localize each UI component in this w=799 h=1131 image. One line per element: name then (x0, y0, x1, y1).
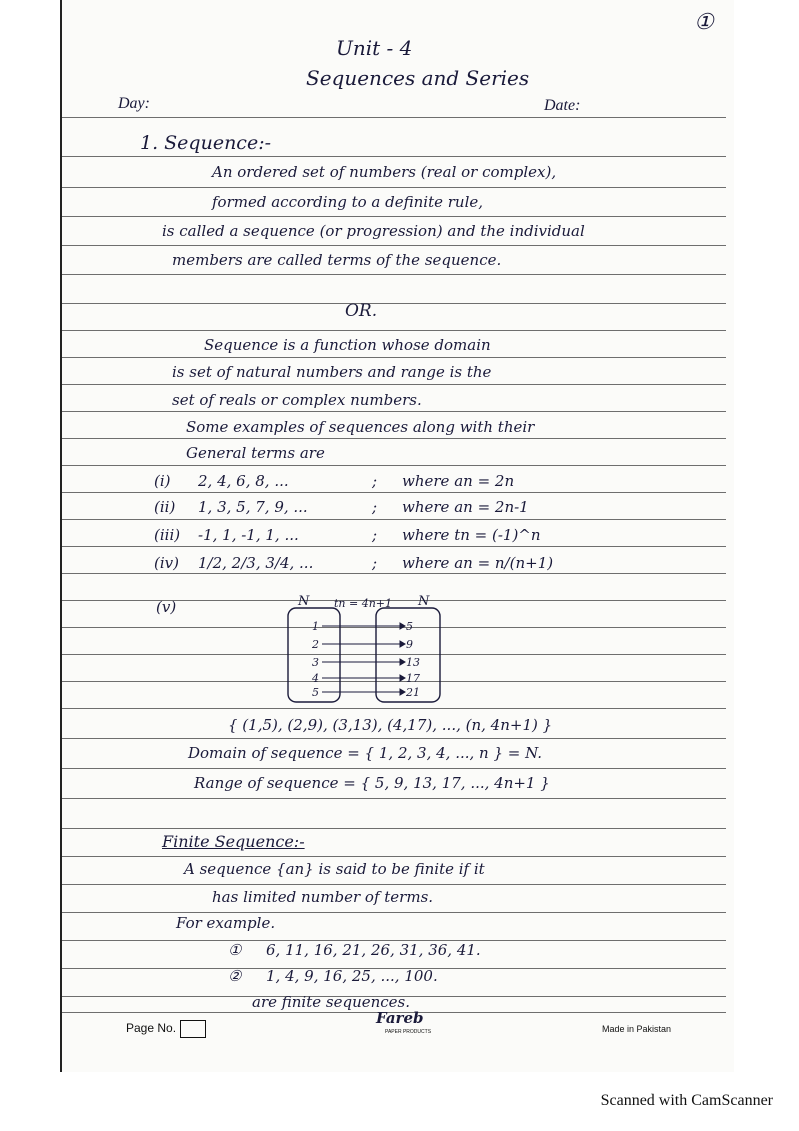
example-number: (iii) (154, 526, 181, 544)
definition-line: Some examples of sequences along with their (186, 418, 535, 436)
ruled-line (62, 828, 726, 829)
ruled-line (62, 216, 726, 217)
finite-definition: A sequence {an} is said to be finite if it (184, 860, 485, 878)
ruled-line (62, 856, 726, 857)
ruled-line (62, 738, 726, 739)
domain-element: 4 (312, 672, 319, 685)
ruled-line (62, 303, 726, 304)
domain-element: 3 (312, 656, 319, 669)
ruled-line (62, 519, 726, 520)
ruled-line (62, 245, 726, 246)
example-number: ② (228, 967, 242, 985)
finite-definition: has limited number of terms. (212, 888, 434, 906)
finite-example: 6, 11, 16, 21, 26, 31, 36, 41. (266, 941, 481, 959)
range-element: 5 (406, 620, 413, 633)
ruled-line (62, 492, 726, 493)
page-no-box (180, 1020, 206, 1038)
example-general-term: where tn = (-1)^n (402, 526, 541, 544)
domain-element: 5 (312, 686, 319, 699)
ruled-line (62, 768, 726, 769)
page-no-field (126, 1020, 206, 1038)
scanner-watermark: Scanned with CamScanner (600, 1092, 773, 1109)
ruled-line (62, 357, 726, 358)
ruled-line (62, 274, 726, 275)
ruled-line (62, 156, 726, 157)
unit-title: Unit - 4 (336, 36, 413, 60)
day-label: Day: (118, 95, 150, 112)
left-set-label: N (298, 594, 310, 609)
ruled-line (62, 465, 726, 466)
finite-example: 1, 4, 9, 16, 25, ..., 100. (266, 967, 438, 985)
arrowhead (400, 623, 405, 629)
or-separator: OR. (345, 301, 378, 321)
ordered-pairs: { (1,5), (2,9), (3,13), (4,17), ..., (n, 4n+1) } (228, 716, 553, 734)
range-statement: Range of sequence = { 5, 9, 13, 17, ..., 4n+1 } (194, 774, 550, 792)
example-sequence: 1, 3, 5, 7, 9, ... (198, 498, 308, 516)
ruled-line (62, 438, 726, 439)
example-number: (iv) (154, 554, 179, 572)
made-in-label: Made in Pakistan (602, 1024, 672, 1034)
brand-logo: Fareb (376, 1009, 424, 1027)
domain-element: 1 (312, 620, 319, 633)
ruled-line (62, 411, 726, 412)
definition-line: An ordered set of numbers (real or complex), (212, 163, 557, 181)
range-element: 17 (406, 672, 420, 685)
example-sequence: 1/2, 2/3, 3/4, ... (198, 554, 314, 572)
definition-line: is called a sequence (or progression) and the individual (162, 222, 585, 240)
range-element: 21 (406, 686, 420, 699)
ruled-line (62, 912, 726, 913)
ruled-line (62, 546, 726, 547)
for-example-label: For example. (176, 914, 276, 932)
ruled-line (62, 330, 726, 331)
arrowhead (400, 641, 405, 647)
right-set-label: N (418, 594, 430, 609)
ruled-line (62, 384, 726, 385)
example-separator: ; (372, 526, 378, 544)
brand-subtitle: PAPER PRODUCTS (385, 1029, 432, 1035)
section-heading: 1. Sequence:- (140, 132, 272, 154)
page-no-label: Page No. (126, 1021, 177, 1036)
ruled-line (62, 884, 726, 885)
example-general-term: where an = 2n-1 (402, 498, 529, 516)
arrowhead (400, 689, 405, 695)
definition-line: set of reals or complex numbers. (172, 391, 422, 409)
mapping-svg (278, 594, 468, 706)
definition-line: members are called terms of the sequence. (172, 251, 502, 269)
example-number: (i) (154, 472, 171, 490)
definition-line: General terms are (186, 444, 325, 462)
range-element: 9 (406, 638, 413, 651)
page-number: ① (694, 10, 714, 35)
range-element: 13 (406, 656, 420, 669)
example-general-term: where an = n/(n+1) (402, 554, 554, 572)
ruled-line (62, 573, 726, 574)
finite-closing: are finite sequences. (252, 993, 411, 1011)
ruled-line (62, 117, 726, 118)
example-number: (v) (156, 598, 177, 616)
mapping-rule: tn = 4n+1 (334, 597, 393, 610)
example-general-term: where an = 2n (402, 472, 515, 490)
date-label: Date: (544, 97, 581, 114)
example-separator: ; (372, 498, 378, 516)
mapping-diagram (278, 594, 468, 710)
subject-title: Sequences and Series (306, 66, 530, 90)
domain-element: 2 (312, 638, 319, 651)
domain-statement: Domain of sequence = { 1, 2, 3, 4, ..., n } = N. (188, 744, 543, 762)
definition-line: Sequence is a function whose domain (204, 336, 491, 354)
example-number: ① (228, 941, 242, 959)
arrowhead (400, 659, 405, 665)
ruled-line (62, 187, 726, 188)
example-number: (ii) (154, 498, 176, 516)
example-sequence: -1, 1, -1, 1, ... (198, 526, 299, 544)
definition-line: formed according to a definite rule, (212, 193, 484, 211)
finite-heading: Finite Sequence:- (162, 832, 305, 851)
definition-line: is set of natural numbers and range is the (172, 363, 492, 381)
example-sequence: 2, 4, 6, 8, ... (198, 472, 289, 490)
example-separator: ; (372, 554, 378, 572)
arrowhead (400, 675, 405, 681)
example-separator: ; (372, 472, 378, 490)
ruled-line (62, 798, 726, 799)
